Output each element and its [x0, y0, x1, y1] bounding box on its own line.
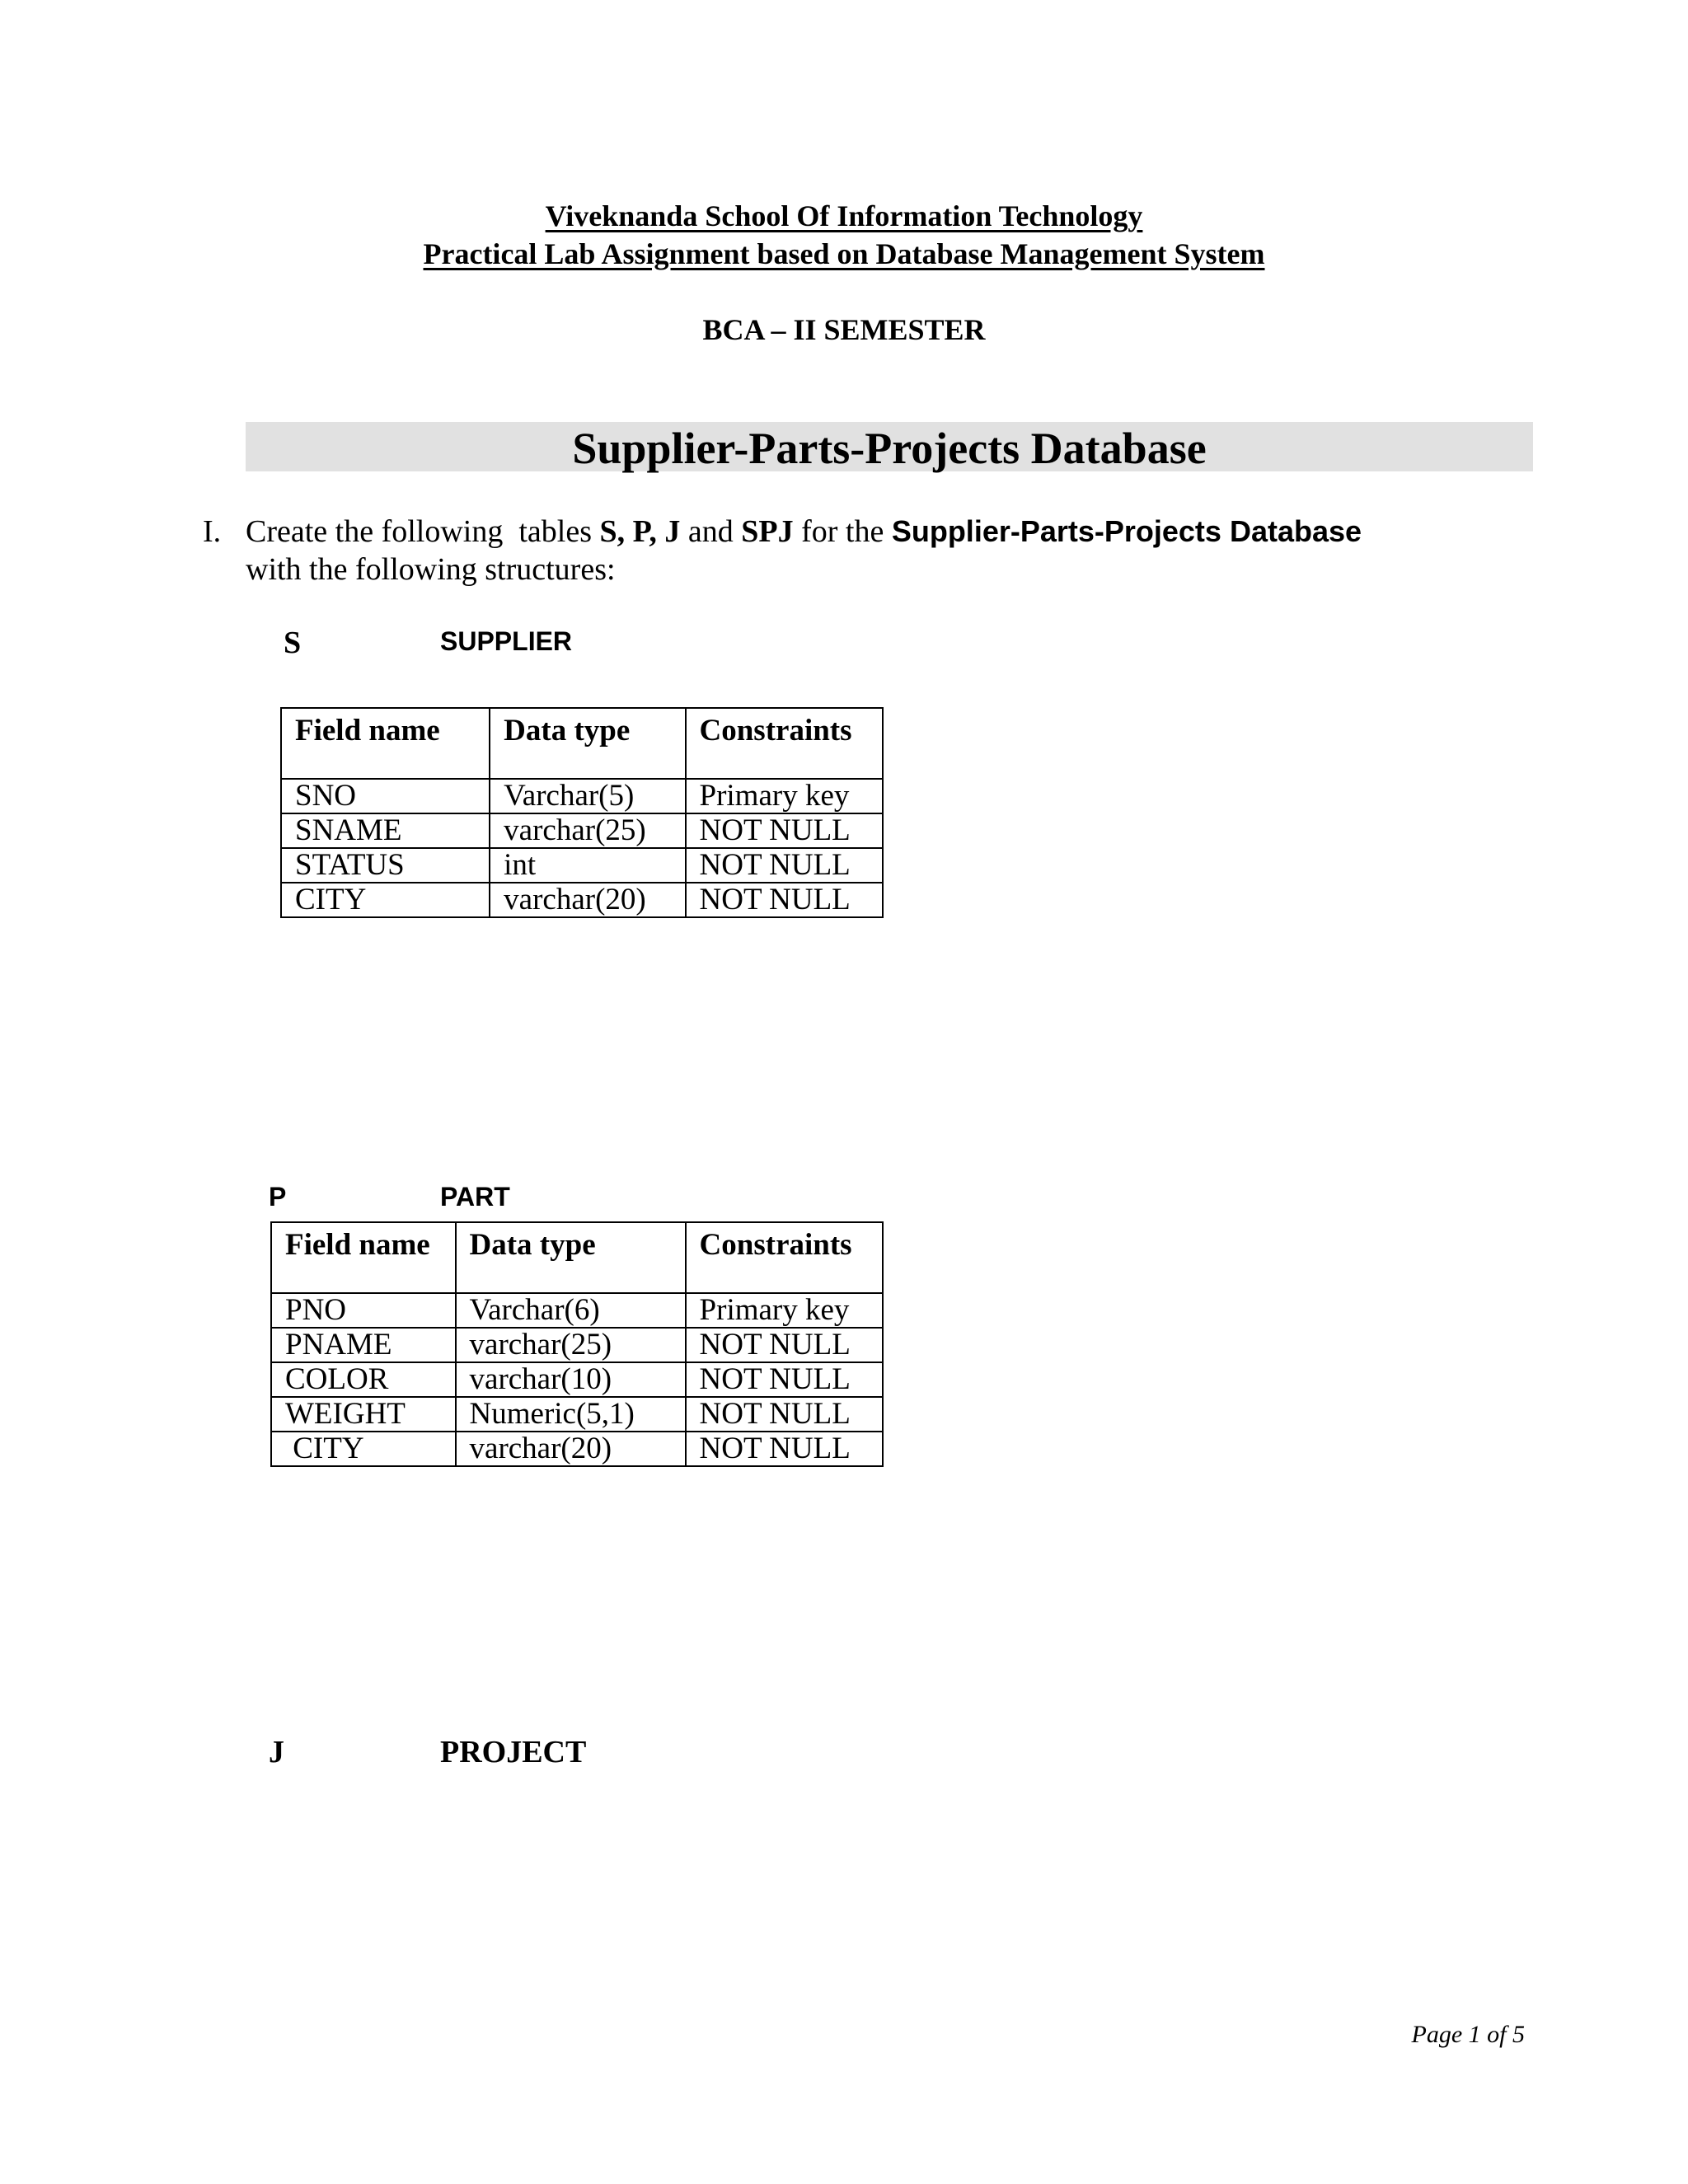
table-cell: PNAME: [271, 1328, 456, 1362]
project-code: J: [269, 1735, 284, 1769]
header-cell: Data type: [490, 708, 685, 779]
table-row: [271, 1432, 883, 1466]
supplier-name: SUPPLIER: [440, 626, 573, 656]
supplier-table: [280, 707, 884, 918]
table-cell: varchar(25): [456, 1328, 686, 1362]
part-table: [270, 1221, 884, 1467]
supplier-code: S: [284, 626, 302, 660]
header-cell: Data type: [456, 1222, 686, 1293]
semester: BCA – II SEMESTER: [702, 313, 986, 346]
instruction-text-1: Create the following tables: [246, 514, 600, 549]
table-row: [281, 813, 883, 848]
table-cell: Varchar(5): [490, 779, 685, 813]
header-cell: Field name: [271, 1222, 456, 1293]
table-cell: NOT NULL: [686, 883, 884, 917]
table-cell: CITY: [281, 883, 490, 917]
table-header-row: [271, 1222, 883, 1293]
table-cell: varchar(20): [490, 883, 685, 917]
table-cell: NOT NULL: [686, 1432, 883, 1466]
table-cell: SNAME: [281, 813, 490, 848]
school-name: Viveknanda School Of Information Technology: [545, 199, 1143, 232]
table-cell: Numeric(5,1): [456, 1397, 686, 1432]
table-row: [281, 779, 883, 813]
database-banner: Supplier-Parts-Projects Database: [246, 422, 1533, 471]
project-name: PROJECT: [440, 1735, 587, 1769]
instruction-line2: with the following structures:: [246, 552, 616, 587]
table-cell: COLOR: [271, 1362, 456, 1397]
table-cell: PNO: [271, 1293, 456, 1328]
table-row: [271, 1293, 883, 1328]
table-cell: Primary key: [686, 779, 884, 813]
table-cell: NOT NULL: [686, 1362, 883, 1397]
table-row: [281, 883, 883, 917]
table-cell: STATUS: [281, 848, 490, 883]
table-cell: NOT NULL: [686, 813, 884, 848]
instruction-spj: SPJ: [741, 514, 794, 549]
table-cell: Varchar(6): [456, 1293, 686, 1328]
instruction-line1: [246, 513, 1362, 551]
part-name: PART: [440, 1182, 510, 1212]
instruction-numeral: I.: [203, 514, 222, 549]
table-cell: NOT NULL: [686, 1397, 883, 1432]
instruction-tables: S, P, J: [599, 514, 681, 549]
assignment-title: Practical Lab Assignment based on Database Management System: [423, 237, 1265, 270]
header-cell: Constraints: [686, 708, 884, 779]
table-cell: varchar(10): [456, 1362, 686, 1397]
table-cell: NOT NULL: [686, 848, 884, 883]
table-cell: NOT NULL: [686, 1328, 883, 1362]
page-number: Page 1 of 5: [1411, 2021, 1525, 2048]
table-cell: SNO: [281, 779, 490, 813]
table-cell: varchar(20): [456, 1432, 686, 1466]
table-cell: varchar(25): [490, 813, 685, 848]
table-row: [271, 1328, 883, 1362]
table-header-row: [281, 708, 883, 779]
table-cell: CITY: [271, 1432, 456, 1466]
table-cell: int: [490, 848, 685, 883]
header-cell: Field name: [281, 708, 490, 779]
part-code: P: [269, 1182, 287, 1212]
instruction-db-name: Supplier-Parts-Projects Database: [891, 514, 1362, 548]
table-row: [271, 1362, 883, 1397]
table-row: [271, 1397, 883, 1432]
instruction-text-3: for the: [793, 514, 892, 549]
instruction-text-2: and: [680, 514, 742, 549]
header-cell: Constraints: [686, 1222, 883, 1293]
table-row: [281, 848, 883, 883]
table-cell: WEIGHT: [271, 1397, 456, 1432]
table-cell: Primary key: [686, 1293, 883, 1328]
